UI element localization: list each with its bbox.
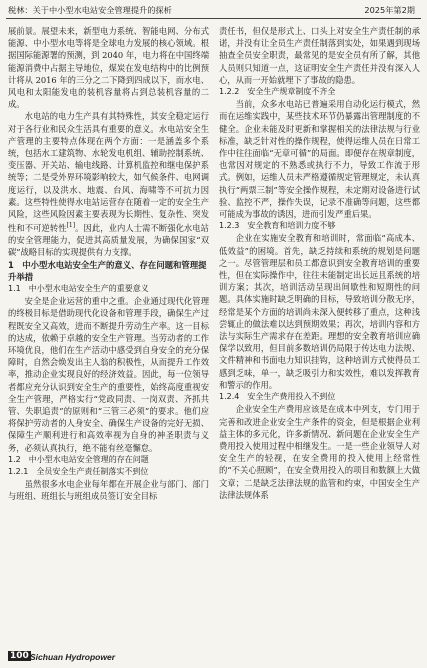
paragraph: 企业在实施安全教育和培训时，常面临“高成本、低效益”的困境。首先，缺乏持续和系统的规划是问题之一。尽管管理层和员工都意识到安全教育培训的重要性，但在实际操作中，往往未能制定出长远且系统的培训方案；其次，培训活动呈现出间歇性和短期性的问题。具体实施时缺乏明确的目标，导致培训分散无序，经常是某个方面的培训尚未深入便转移了重点，这种浅尝辄止的做法难以达到预期效果；再次，培训内容和方法与实际生产需求存在差距。理想的安全教育培训应确保学以致用，但目前多数培训仍局限于传达电力法规、文件精神和书面电力知识挂钩，这种培训方式使得员工感到乏味，单一，缺乏吸引力和实效性，难以发挥教育和警示的作用。 <box>219 233 420 390</box>
subsection-heading: 1.2 中小型水电站安全管理的存在问题 <box>8 454 149 464</box>
paragraph: 责任书，但仅是形式上、口头上对安全生产责任制的承诺，并没有让全员生产责任制落到实处，如果遇到现场抽查全员安全职责，最常见的是安全员有所了解，其他人员则只知道一点，这证明安全生产责任并没有深入人心，从而一开始就埋下了事故的隐患。 <box>219 26 420 85</box>
section-heading: 1 中小型水电站安全生产的意义、存在问题和管理提升举措 <box>8 259 207 282</box>
citation-ref: [1] <box>66 222 76 230</box>
paragraph-text: 。因此，业内人士需不断强化水电站的安全管理能力，促进其高质量发展，为确保国家“双碳”战略目标的实现提供有力支撑。 <box>8 223 209 258</box>
journal-name: Sichuan Hydropower <box>30 652 116 662</box>
paragraph: 当前，众多水电站已普遍采用自动化运行模式，然而在运维实践中，某些技术环节仍暴露出管理制度的不健全。企业未能及时更新和掌握相关的法律法规与行业标准，缺乏针对性的操作规程，使得运维人员在日常工作中往往面临“无章可循”的局面。即便存在规章制度，也常因对规定的不熟悉或执行不力，导致工作流于形式。例如，运维人员未严格遵循规定管理规定，未认真执行“两票三制”等安全操作规程，未定期对设备进行试验、监控不严，操作失误，记录不准确等问题，这些都可能成为事故的诱因，进而引发严重后果。 <box>219 99 420 220</box>
subsection-heading: 1.1 中小型水电站安全生产的重要意义 <box>8 284 149 294</box>
header-rule <box>6 18 421 19</box>
subsubsection-heading: 1.2.2 安全生产规章制度不齐全 <box>219 87 336 97</box>
header-title: 税林：关于中小型水电站安全管理提升的探析 <box>8 5 172 15</box>
subsubsection-heading: 1.2.3 安全教育和培训力度不够 <box>219 221 336 231</box>
left-column <box>8 25 209 643</box>
paragraph: 虽然很多水电企业每年都在开展企业与部门、部门与班组、班组长与班组成员签订安全目标 <box>8 479 209 502</box>
subsubsection-heading: 1.2.1 全员安全生产责任制落实不到位 <box>8 467 149 477</box>
paragraph-text: 水电站的电力生产具有其特殊性，其安全稳定运行对于各行业和民众生活具有重要的意义。水电站安全生产管理的主要特点体现在两个方面：一是涵盖多个系统，包括水工建筑物、水轮发电机组、辅助控制系统、变压器、开关站、输电线路、计算机监控和继电保护系统等；二是受外界环境影响较大，如气候条件、电网调度运行，以及洪水、地震、台风、海啸等不可抗力因素。这些特性使得水电站运营存在随着一定的安全生产风险，这些风险因素主要表现为长期性、复杂性、突发性和不可逆转性 <box>8 111 209 234</box>
header-issue: 2025年第2期 <box>364 5 415 15</box>
subsubsection-heading: 1.2.4 安全生产费用投入不到位 <box>219 392 336 402</box>
page-number: 100 <box>10 651 29 661</box>
paragraph <box>8 110 209 258</box>
paragraph: 企业安全生产费用应该是在成本中列支，专门用于完善和改进企业安全生产条件的资金，但是根据企业利益主体的多元化，许多新情况、新问题在企业安全生产费用投入使用过程中相继发生。一是一些企业领导人对安全生产的轻视，在安全费用的投入使用上经常性的“不关心照顾”，在安全费用投入的项目和数额上大做文章；二是缺乏法律法规的监管和约束，中国安全生产法律法规体系 <box>219 404 420 500</box>
paragraph: 展前景。展望未来，新型电力系统、智能电网、分布式能源、中小型水电等将是全球电力发展的核心领域。根据国际能源署的预测，到 2040 年，电力将在中国终端能源消费中占据主导地位，煤炭在发电结构中的比例预计将从 2016 年的三分之二下降到四成以下，而水电、风电和太阳能发电的装机容量将占到总装机容量的二成。 <box>8 26 209 110</box>
paragraph: 安全是企业运营的重中之重。企业通过现代化管理的终极目标是借助现代化设备和管理手段，确保生产过程既安全又高效，进而不断提升劳动生产率。这一目标的达成，依赖于卓越的安全生产管理。当劳动者的工作环境优良，他们在生产活动中感受到自身安全的充分保障时，自然会焕发出主人翁的积极性，从而提升工作效率，推动企业实现良好的经济效益。因此，每一位领导者都应充分认识到安全生产的重要性，始终高度重视安全生产管理，严格实行“党政同责、一岗双责、齐抓共管、失职追责”的原则和“三管三必须”的要求。他们应将保护劳动者的人身安全、确保生产设备的完好无损、保障生产顺利进行和高效率视为自身的神圣职责与义务，必须认真执行，绝不能有丝毫懈怠。 <box>8 296 209 453</box>
right-column <box>219 25 420 643</box>
page-footer <box>8 651 420 665</box>
running-header <box>0 0 427 22</box>
